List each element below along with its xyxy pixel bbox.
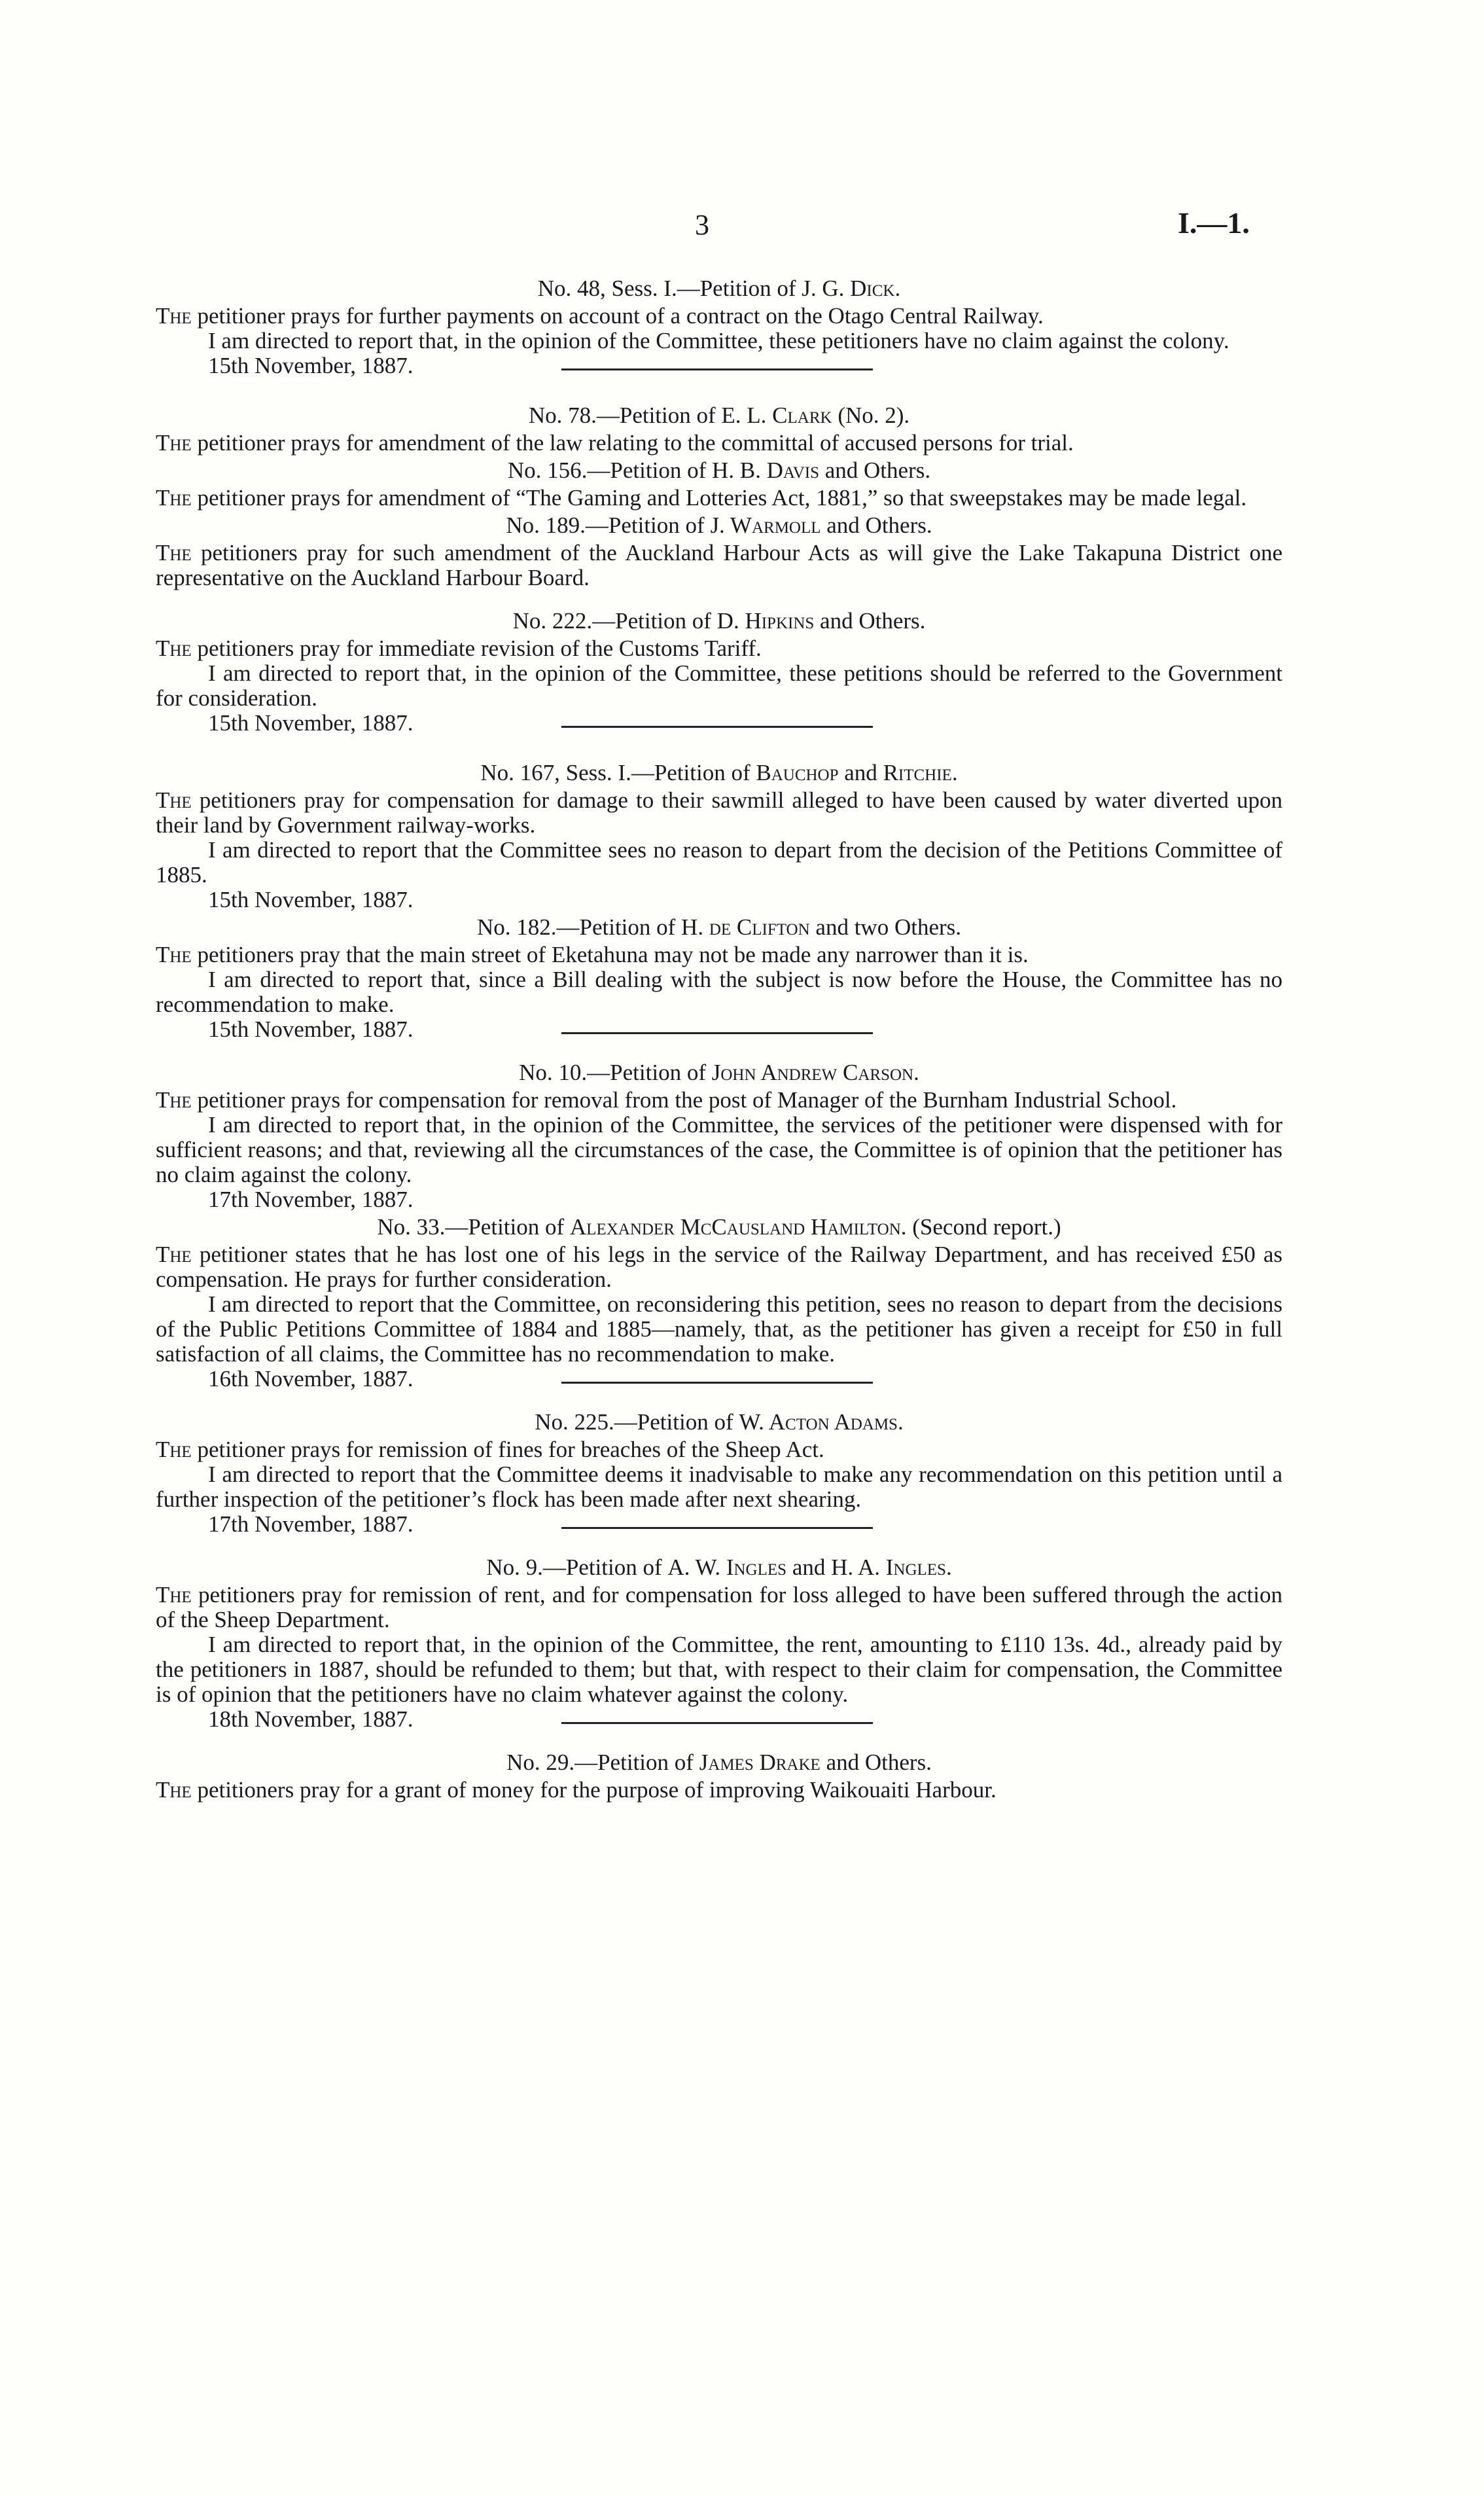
- report-date-row: [156, 1707, 1282, 1732]
- petition-prayer: The petitioners pray that the main street of Eketahuna may not be made any narrower than it is.: [156, 942, 1029, 967]
- section-divider: [561, 1032, 873, 1034]
- petition-prayer: The petitioners pray for compensation for damage to their sawmill alleged to have been caused by water diverted upon their land by Government railway-works.: [156, 787, 1282, 838]
- petition-prayer: The petitioner states that he has lost one of his legs in the service of the Railway Department, and has received £50 as compensation. He prays for further consideration.: [156, 1242, 1283, 1292]
- report-date-row: [156, 1187, 1282, 1212]
- committee-report: I am directed to report that the Committee deems it inadvisable to make any recommendation on this petition until a further inspection of the petitioner’s flock has been made after next shearing.: [156, 1462, 1282, 1512]
- report-date: 15th November, 1887.: [208, 353, 414, 378]
- section-divider: [561, 368, 873, 370]
- committee-report: I am directed to report that, in the opinion of the Committee, the rent, amounting to £110 13s. 4d., already paid by the petitioners in 1887, should be refunded to them; but that, with respect to their claim for compensation, the Committee is of opinion that the petitioners have no claim whatever against the colony.: [156, 1632, 1282, 1707]
- petition-prayer: The petitioners pray for a grant of money for the purpose of improving Waikouaiti Harbour.: [156, 1777, 997, 1803]
- report-date: 15th November, 1887.: [208, 1016, 414, 1042]
- petition-heading: No. 182.—Petition of H. de Clifton and two Others.: [476, 914, 962, 940]
- petition-heading: No. 10.—Petition of John Andrew Carson.: [519, 1060, 919, 1085]
- report-date: 15th November, 1887.: [208, 887, 414, 912]
- committee-report: I am directed to report that, in the opinion of the Committee, these petitioners have no claim against the colony.: [208, 328, 1229, 353]
- committee-report: I am directed to report that, in the opinion of the Committee, the services of the petitioner were dispensed with for sufficient reasons; and that, reviewing all the circumstances of the case, the Committee is of opinion that the petitioner has no claim against the colony.: [156, 1112, 1282, 1187]
- petition-heading: No. 33.—Petition of Alexander McCausland Hamilton. (Second report.): [377, 1214, 1061, 1240]
- petition-prayer: The petitioners pray for remission of rent, and for compensation for loss alleged to have been suffered through the action of the Sheep Department.: [156, 1582, 1283, 1632]
- petition-heading: No. 29.—Petition of James Drake and Others.: [506, 1750, 932, 1775]
- petition-heading: No. 225.—Petition of W. Acton Adams.: [535, 1409, 904, 1435]
- petition-heading: No. 78.—Petition of E. L. Clark (No. 2).: [528, 403, 910, 428]
- committee-report: I am directed to report that the Committee sees no reason to depart from the decision of the Petitions Committee of 1885.: [156, 837, 1282, 888]
- petition-prayer: The petitioner prays for compensation for removal from the post of Manager of the Burnham Industrial School.: [156, 1087, 1177, 1113]
- page-number: 3: [695, 209, 709, 241]
- page-reference: I.—1.: [1178, 206, 1250, 240]
- committee-report: I am directed to report that the Committee, on reconsidering this petition, sees no reason to depart from the decisions of the Public Petitions Committee of 1884 and 1885—namely, that, as the petitioner has given a receipt for £50 in full satisfaction of all claims, the Committee has no recommendation to make.: [156, 1291, 1282, 1367]
- section-divider: [561, 1722, 873, 1724]
- petition-prayer: The petitioner prays for amendment of the law relating to the committal of accused persons for trial.: [156, 430, 1074, 456]
- report-date-row: [156, 888, 1282, 912]
- petition-heading: No. 156.—Petition of H. B. Davis and Others.: [507, 458, 931, 483]
- section-divider: [561, 1382, 873, 1384]
- document-body: [156, 274, 1282, 1803]
- petition-prayer: The petitioner prays for further payments on account of a contract on the Otago Central Railway.: [156, 303, 1044, 329]
- report-date-row: [156, 1367, 1282, 1392]
- section-divider: [561, 726, 873, 728]
- report-date: 17th November, 1887.: [208, 1187, 414, 1212]
- report-date: 18th November, 1887.: [208, 1706, 414, 1732]
- committee-report: I am directed to report that, since a Bill dealing with the subject is now before the House, the Committee has no recommendation to make.: [156, 967, 1282, 1017]
- petition-prayer: The petitioners pray for such amendment of the Auckland Harbour Acts as will give the Lake Takapuna District one representative on the Auckland Harbour Board.: [156, 540, 1282, 590]
- report-date: 15th November, 1887.: [208, 710, 414, 736]
- petition-heading: No. 9.—Petition of A. W. Ingles and H. A. Ingles.: [486, 1554, 952, 1580]
- petition-prayer: The petitioners pray for immediate revision of the Customs Tariff.: [156, 636, 762, 661]
- petition-heading: No. 189.—Petition of J. Warmoll and Others.: [506, 512, 932, 538]
- section-divider: [561, 1527, 873, 1529]
- report-date-row: [156, 1017, 1282, 1042]
- report-date: 16th November, 1887.: [208, 1366, 414, 1392]
- petition-heading: No. 48, Sess. I.—Petition of J. G. Dick.: [537, 276, 901, 301]
- petition-heading: No. 222.—Petition of D. Hipkins and Others.: [512, 608, 926, 634]
- petition-prayer: The petitioner prays for remission of fines for breaches of the Sheep Act.: [156, 1437, 824, 1462]
- petition-prayer: The petitioner prays for amendment of “The Gaming and Lotteries Act, 1881,” so that sweepstakes may be made legal.: [156, 485, 1247, 511]
- report-date-row: [156, 1512, 1282, 1537]
- committee-report: I am directed to report that, in the opinion of the Committee, these petitions should be referred to the Government for consideration.: [156, 660, 1282, 711]
- petition-heading: No. 167, Sess. I.—Petition of Bauchop and Ritchie.: [480, 760, 958, 785]
- report-date-row: [156, 353, 1282, 378]
- report-date: 17th November, 1887.: [208, 1511, 414, 1537]
- report-date-row: [156, 711, 1282, 736]
